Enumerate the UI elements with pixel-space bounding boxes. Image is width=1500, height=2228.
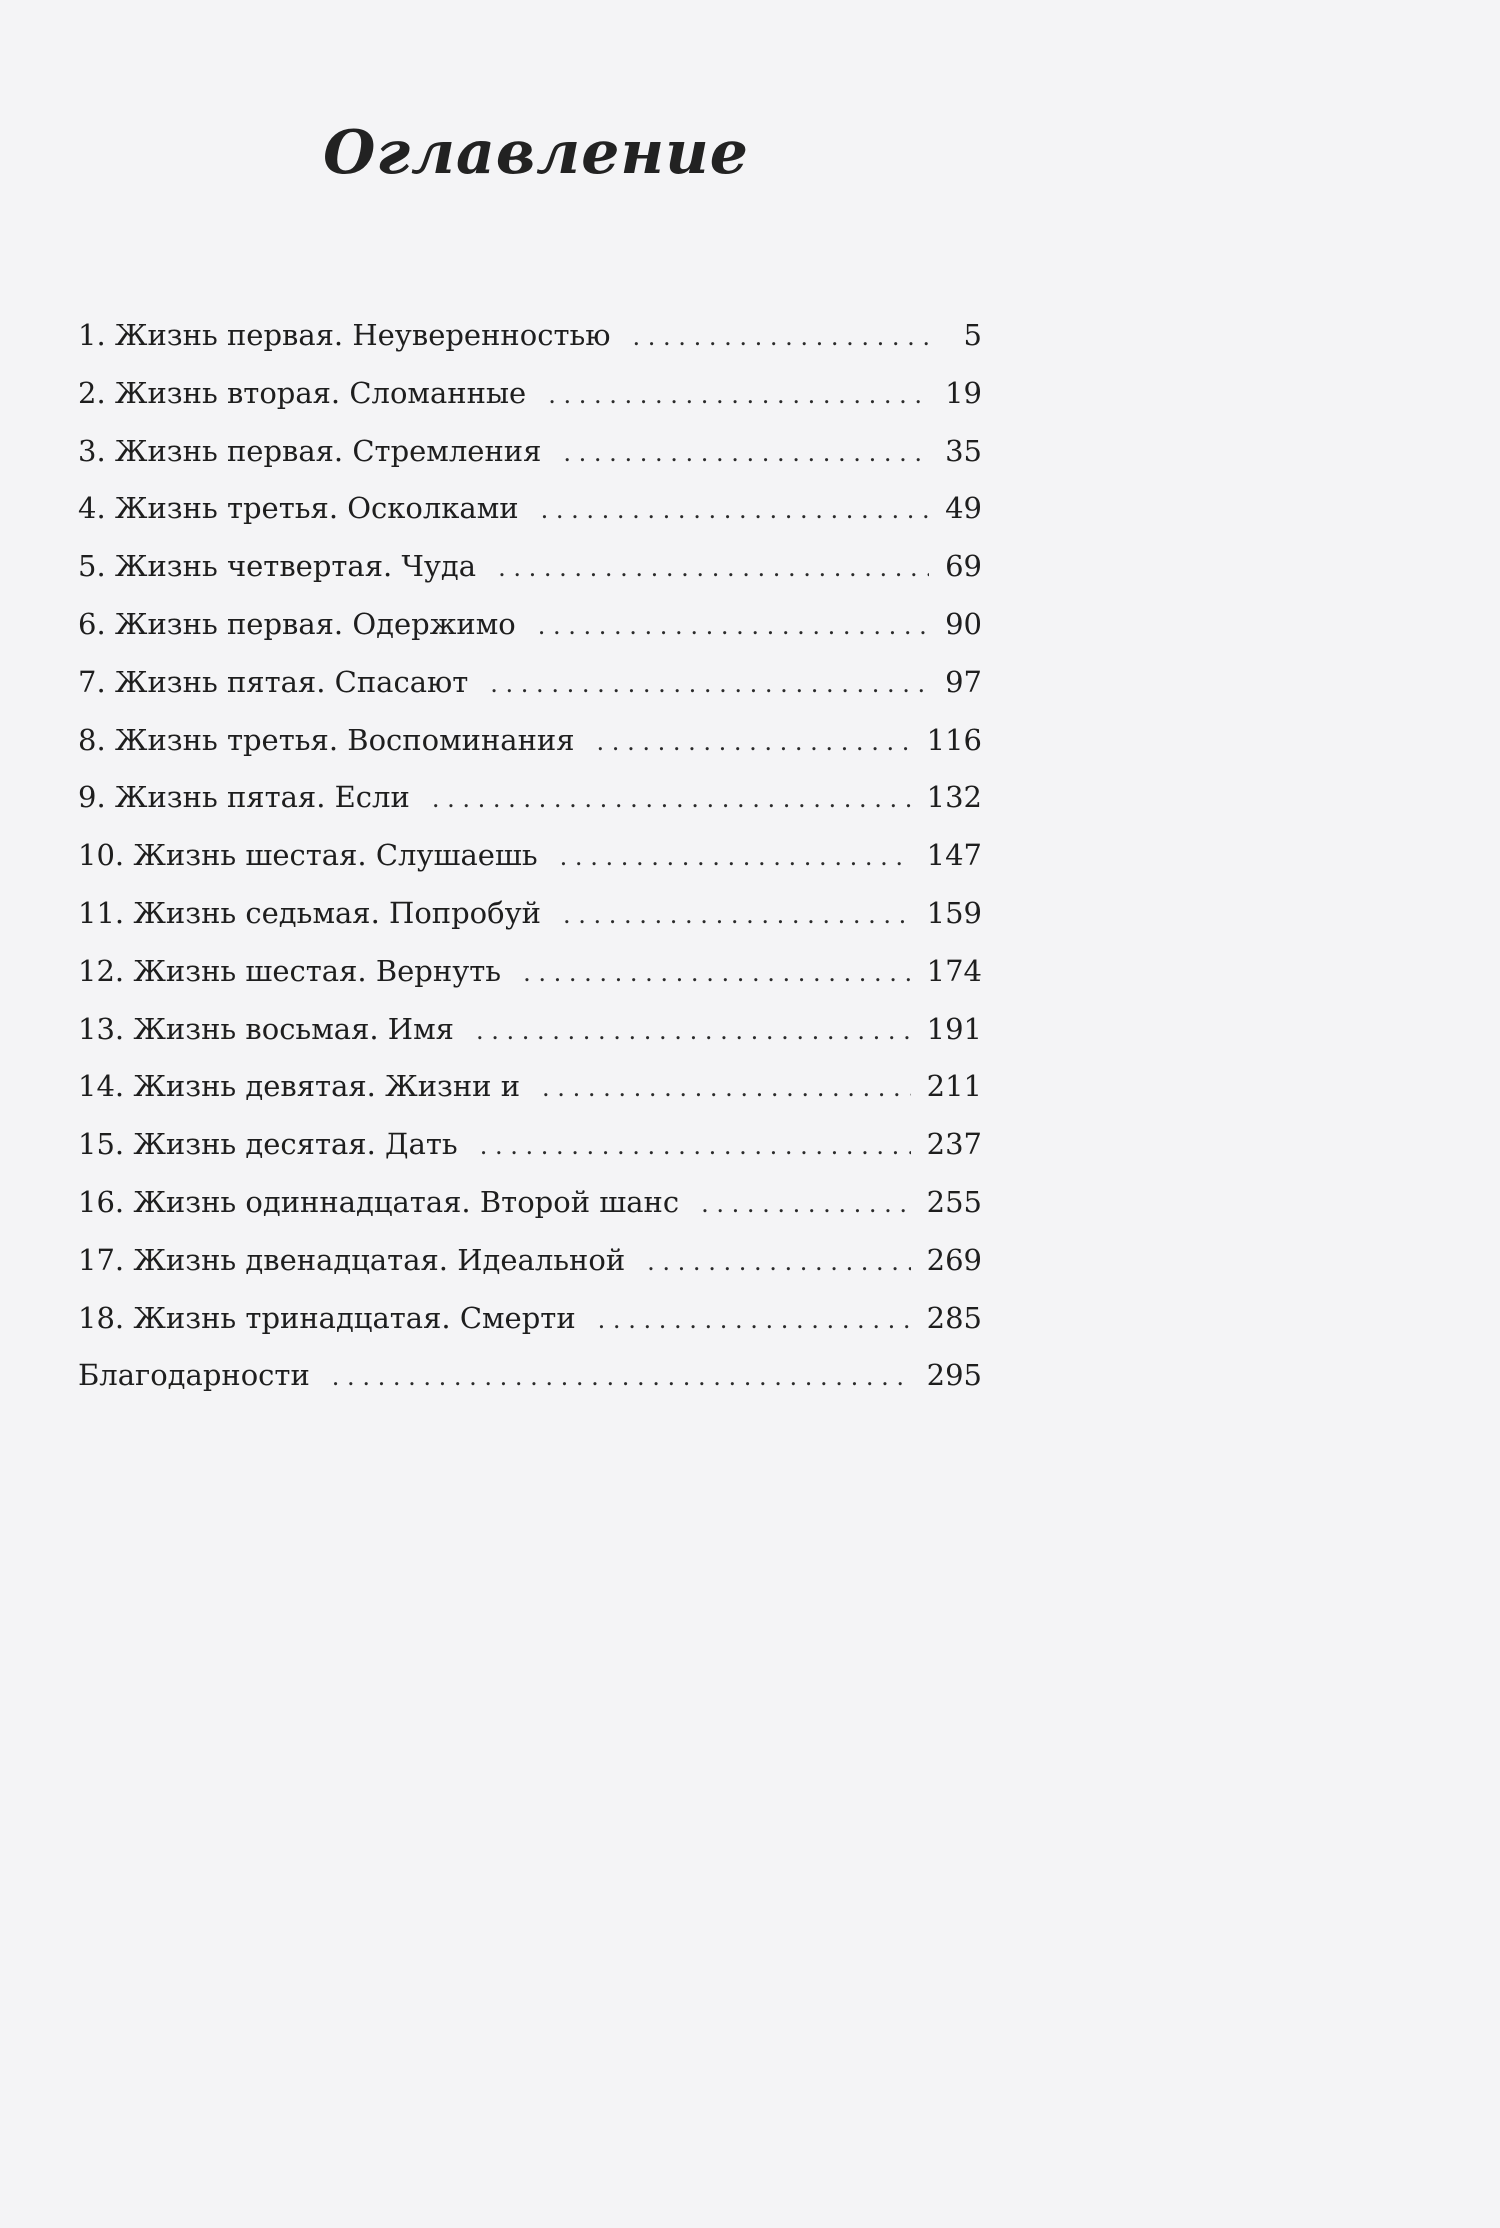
toc-entry xyxy=(78,885,982,943)
dot-leader xyxy=(541,482,929,540)
toc-entry xyxy=(78,365,982,423)
toc-page-number: 90 xyxy=(945,606,982,641)
dot-leader xyxy=(560,829,911,887)
toc-entry-title: 7. Жизнь пятая. Спасают xyxy=(78,664,469,699)
toc-page-number: 237 xyxy=(926,1127,982,1162)
dot-leader xyxy=(538,598,929,656)
toc-page-number: 211 xyxy=(926,1069,982,1104)
dot-leader xyxy=(523,945,911,1003)
toc-page-number: 174 xyxy=(926,953,982,988)
toc-page-number: 35 xyxy=(945,433,982,468)
toc-entry xyxy=(78,538,982,596)
toc-entry xyxy=(78,1174,982,1232)
toc-entry-title: 14. Жизнь девятая. Жизни и xyxy=(78,1069,521,1104)
toc-entry-title: 11. Жизнь седьмая. Попробуй xyxy=(78,895,541,930)
toc-page-number: 295 xyxy=(926,1358,982,1393)
toc-page-number: 285 xyxy=(926,1300,982,1335)
toc-entry xyxy=(78,654,982,712)
toc-entry xyxy=(78,1290,982,1348)
dot-leader xyxy=(701,1176,911,1234)
toc-entry-title: 3. Жизнь первая. Стремления xyxy=(78,433,542,468)
toc-entry xyxy=(78,827,982,885)
toc-entry-title: 6. Жизнь первая. Одержимо xyxy=(78,606,516,641)
dot-leader xyxy=(332,1349,911,1407)
toc-page-number: 5 xyxy=(963,318,982,352)
toc-entry-title: 10. Жизнь шестая. Слушаешь xyxy=(78,838,538,873)
toc-entry xyxy=(78,943,982,1001)
dot-leader xyxy=(548,367,929,425)
toc-page-number: 255 xyxy=(926,1184,982,1219)
toc-entry-title: 8. Жизнь третья. Воспоминания xyxy=(78,722,575,757)
toc-entry xyxy=(78,596,982,654)
toc-page-number: 147 xyxy=(926,838,982,873)
dot-leader xyxy=(480,1118,911,1176)
toc-page-number: 97 xyxy=(945,664,982,699)
toc-page-number: 159 xyxy=(926,895,982,930)
dot-leader xyxy=(563,887,911,945)
toc-entry xyxy=(78,1116,982,1174)
toc-entry-title: 16. Жизнь одиннадцатая. Второй шанс xyxy=(78,1184,680,1219)
toc-entry xyxy=(78,307,982,365)
toc-entry xyxy=(78,423,982,481)
dot-leader xyxy=(476,1003,911,1061)
toc-page-number: 132 xyxy=(926,780,982,815)
toc-entry-title: 1. Жизнь первая. Неуверенностью xyxy=(78,318,611,352)
dot-leader xyxy=(432,771,911,829)
toc-entry xyxy=(78,1001,982,1059)
toc-page-number: 69 xyxy=(945,549,982,584)
toc-entry-title: 13. Жизнь восьмая. Имя xyxy=(78,1011,454,1046)
toc-entry-title: 17. Жизнь двенадцатая. Идеальной xyxy=(78,1242,626,1277)
toc-entry-title: 5. Жизнь четвертая. Чуда xyxy=(78,549,477,584)
toc-entry xyxy=(78,769,982,827)
toc-page-number: 19 xyxy=(945,375,982,410)
toc-entry xyxy=(78,712,982,770)
toc-entry xyxy=(78,1058,982,1116)
dot-leader xyxy=(647,1234,910,1292)
dot-leader xyxy=(498,540,929,598)
toc-entry-title: 18. Жизнь тринадцатая. Смерти xyxy=(78,1300,576,1335)
table-of-contents xyxy=(78,307,982,1405)
toc-entry-title: 9. Жизнь пятая. Если xyxy=(78,780,410,815)
toc-page-number: 191 xyxy=(926,1011,982,1046)
toc-entry-title: 2. Жизнь вторая. Сломанные xyxy=(78,375,527,410)
toc-entry xyxy=(78,1347,982,1405)
dot-leader xyxy=(563,425,929,483)
toc-page-number: 116 xyxy=(926,722,982,757)
toc-entry-title: 4. Жизнь третья. Осколками xyxy=(78,491,519,526)
page-title: Оглавление xyxy=(323,118,749,188)
toc-entry-title: 12. Жизнь шестая. Вернуть xyxy=(78,953,502,988)
book-page xyxy=(0,0,1056,1568)
dot-leader xyxy=(597,714,911,772)
toc-page-number: 269 xyxy=(926,1242,982,1277)
dot-leader xyxy=(490,656,929,714)
dot-leader xyxy=(542,1060,911,1118)
toc-page-number: 49 xyxy=(945,491,982,526)
toc-entry-title: Благодарности xyxy=(78,1358,310,1393)
toc-entry-title: 15. Жизнь десятая. Дать xyxy=(78,1127,458,1162)
dot-leader xyxy=(633,309,936,367)
dot-leader xyxy=(598,1292,911,1350)
toc-entry xyxy=(78,480,982,538)
toc-entry xyxy=(78,1232,982,1290)
